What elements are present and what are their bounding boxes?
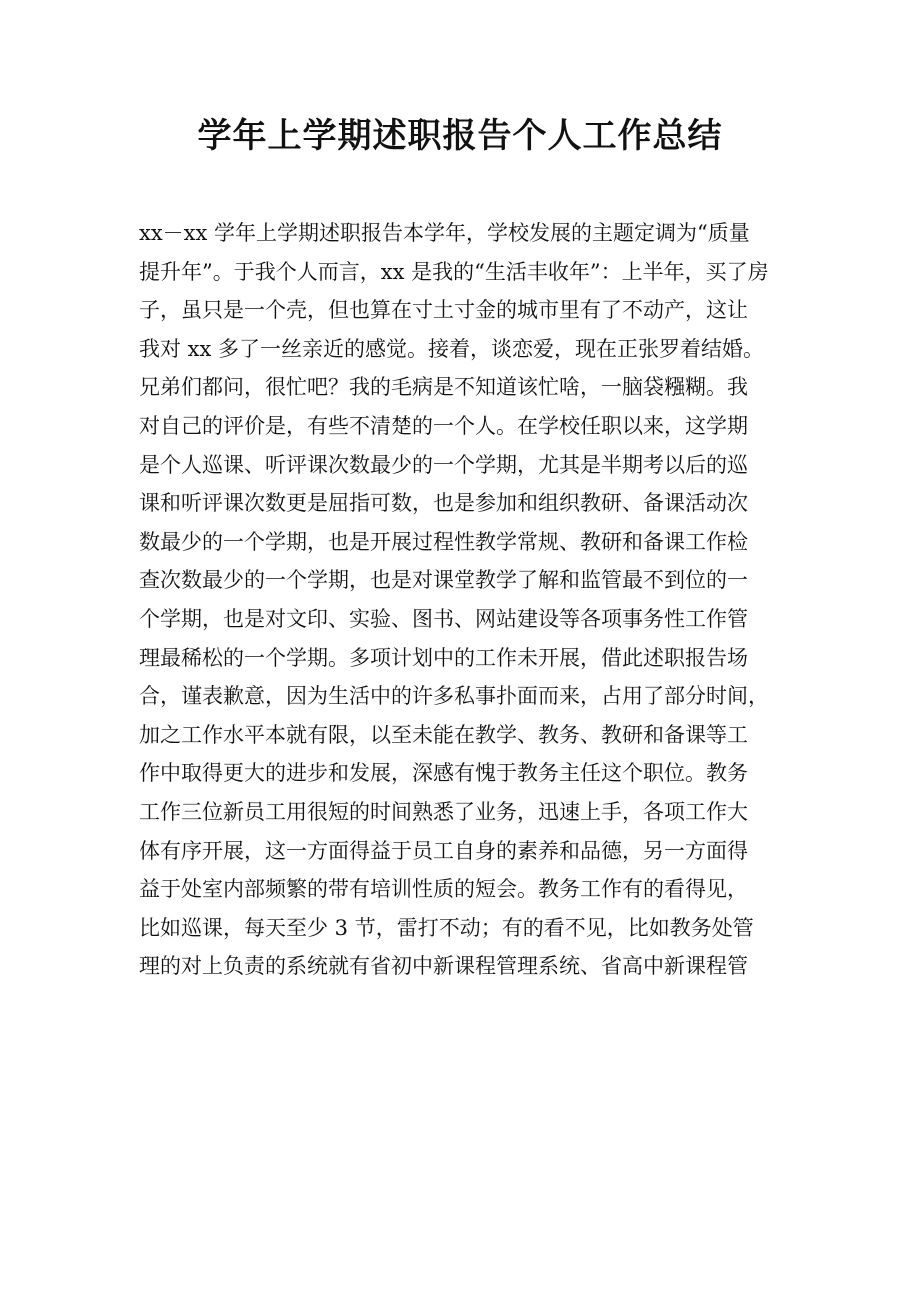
body-line: 工作三位新员工用很短的时间熟悉了业务，迅速上手，各项工作大 [139,799,748,824]
body-line: 个学期，也是对文印、实验、图书、网站建设等各项事务性工作管 [139,606,748,631]
body-line: 加之工作水平本就有限，以至未能在教学、教务、教研和备课等工 [139,722,748,747]
body-line: xx－xx 学年上学期述职报告本学年，学校发展的主题定调为“质量 [139,221,750,245]
body-line: 查次数最少的一个学期，也是对课堂教学了解和监管最不到位的一 [139,568,748,593]
body-line: 理最稀松的一个学期。多项计划中的工作未开展，借此述职报告场 [139,645,748,670]
body-line: 对自己的评价是，有些不清楚的一个人。在学校任职以来，这学期 [139,413,748,438]
body-line: 子，虽只是一个壳，但也算在寸土寸金的城市里有了不动产，这让 [139,298,748,323]
body-line: 我对 xx 多了一丝亲近的感觉。接着，谈恋爱，现在正张罗着结婚。 [139,336,765,361]
body-line: 兄弟们都问，很忙吧？我的毛病是不知道该忙啥，一脑袋糨糊。我 [139,375,748,400]
body-line: 课和听评课次数更是屈指可数，也是参加和组织教研、备课活动次 [139,491,748,516]
document-body [139,214,789,986]
document-title: 学年上学期述职报告个人工作总结 [197,116,723,156]
body-line: 合，谨表歉意，因为生活中的许多私事扑面而来，占用了部分时间， [139,684,769,709]
body-line: 提升年”。于我个人而言，xx 是我的“生活丰收年”：上半年，买了房 [139,259,769,284]
body-line: 作中取得更大的进步和发展，深感有愧于教务主任这个职位。教务 [139,761,748,786]
body-line: 理的对上负责的系统就有省初中新课程管理系统、省高中新课程管 [139,954,748,979]
body-line: 体有序开展，这一方面得益于员工自身的素养和品德，另一方面得 [139,838,748,863]
body-line: 数最少的一个学期，也是开展过程性教学常规、教研和备课工作检 [139,529,748,554]
body-line: 比如巡课，每天至少 3 节，雷打不动；有的看不见，比如教务处管 [139,915,754,940]
body-line: 益于处室内部频繁的带有培训性质的短会。教务工作有的看得见， [139,877,748,902]
body-line: 是个人巡课、听评课次数最少的一个学期，尤其是半期考以后的巡 [139,452,748,477]
